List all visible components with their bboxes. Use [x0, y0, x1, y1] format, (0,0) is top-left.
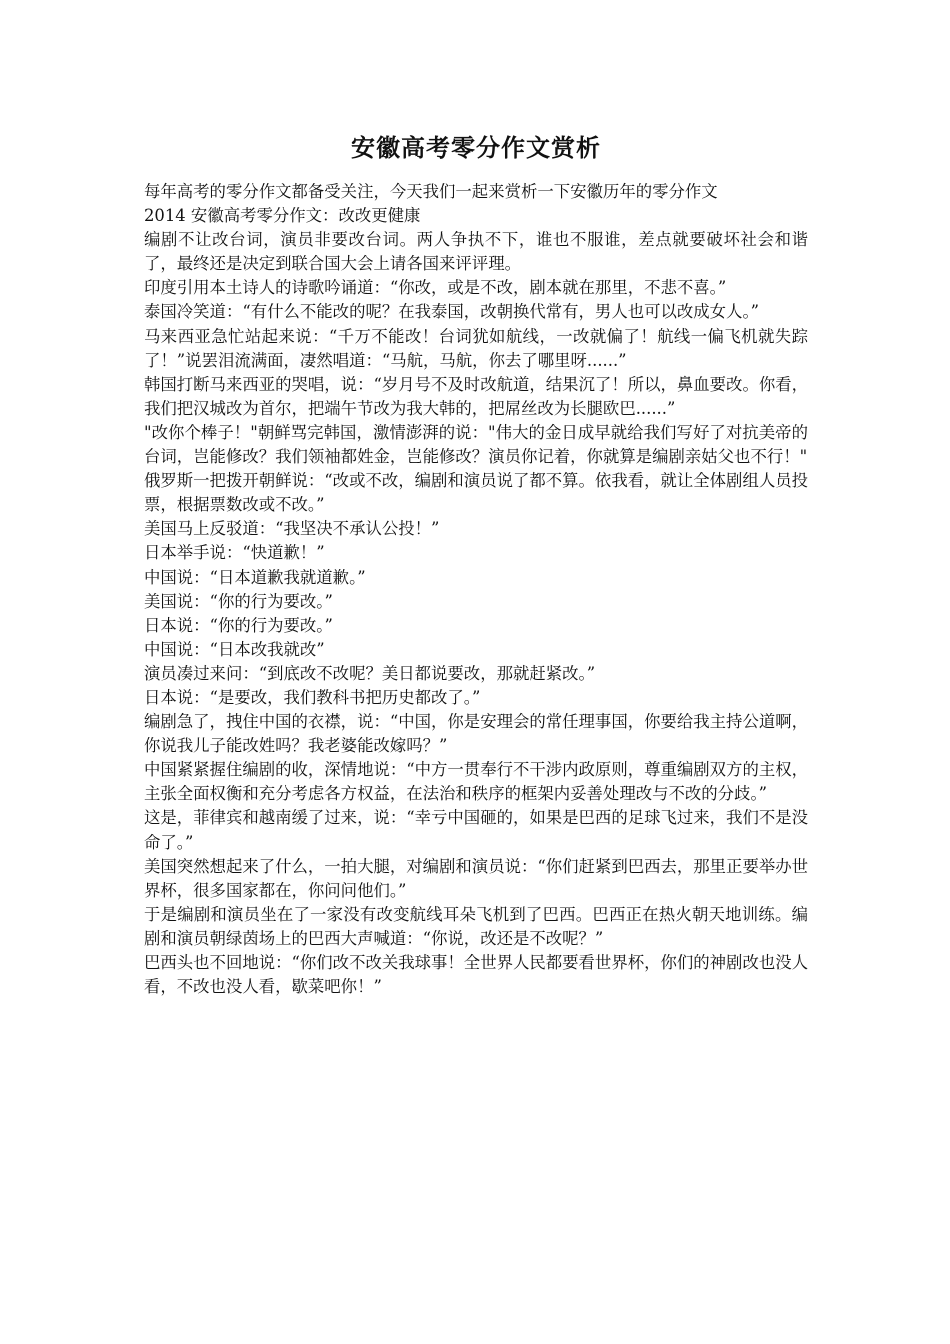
body-paragraph: 韩国打断马来西亚的哭唱，说：“岁月号不及时改航道，结果沉了！所以，鼻血要改。你看，我们把汉城改为首尔，把端午节改为我大韩的，把屌丝改为长腿欧巴......”	[144, 374, 809, 418]
body-paragraph: 每年高考的零分作文都备受关注，今天我们一起来赏析一下安徽历年的零分作文	[144, 182, 718, 201]
body-paragraph: 俄罗斯一把拨开朝鲜说：“改或不改，编剧和演员说了都不算。依我看，就让全体剧组人员投票，根据票数改或不改。”	[144, 471, 809, 515]
body-paragraph: 美国说：“你的行为要改。”	[144, 591, 333, 611]
body-paragraph: 这是，菲律宾和越南缓了过来，说：“幸亏中国砸的，如果是巴西的足球飞过来，我们不是没命了。”	[144, 808, 809, 852]
body-paragraph: 中国说：“日本改我就改”	[144, 639, 325, 659]
body-paragraph: 于是编剧和演员坐在了一家没有改变航线耳朵飞机到了巴西。巴西正在热火朝天地训练。编剧和演员朝绿茵场上的巴西大声喊道：“你说，改还是不改呢？”	[144, 904, 808, 948]
body-paragraph: 2014 安徽高考零分作文：改改更健康	[144, 206, 421, 226]
body-paragraph: "改你个棒子！"朝鲜骂完韩国，激情澎湃的说："伟大的金日成早就给我们写好了对抗美帝的台词，岂能修改？我们领袖都姓金，岂能修改？演员你记着，你就算是编剧亲姑父也不行！"	[144, 422, 808, 467]
document-page	[144, 130, 808, 999]
body-paragraph: 编剧急了，拽住中国的衣襟，说：“中国，你是安理会的常任理事国，你要给我主持公道啊，你说我儿子能改姓吗？我老婆能改嫁吗？”	[144, 712, 809, 756]
body-paragraph: 编剧不让改台词，演员非要改台词。两人争执不下，谁也不服谁，差点就要破坏社会和谐了，最终还是决定到联合国大会上请各国来评评理。	[144, 230, 808, 274]
body-paragraph: 日本说：“你的行为要改。”	[144, 615, 333, 635]
body-paragraph: 中国紧紧握住编剧的收，深情地说：“中方一贯奉行不干涉内政原则，尊重编剧双方的主权，主张全面权衡和充分考虑各方权益，在法治和秩序的框架内妥善处理改与不改的分歧。”	[144, 760, 809, 804]
body-paragraph: 演员凑过来问：“到底改不改呢？美日都说要改，那就赶紧改。”	[144, 663, 596, 683]
body-paragraph: 中国说：“日本道歉我就道歉。”	[144, 567, 366, 587]
body-paragraph: 印度引用本土诗人的诗歌吟诵道：“你改，或是不改，剧本就在那里，不悲不喜。”	[144, 278, 727, 298]
body-paragraph: 日本举手说：“快道歉！”	[144, 543, 325, 563]
body-paragraph: 美国突然想起来了什么，一拍大腿，对编剧和演员说：“你们赶紧到巴西去，那里正要举办世界杯，很多国家都在，你问问他们。”	[144, 856, 809, 900]
body-paragraph: 日本说：“是要改，我们教科书把历史都改了。”	[144, 687, 481, 707]
body-paragraph: 马来西亚急忙站起来说：“千万不能改！台词犹如航线，一改就偏了！航线一偏飞机就失踪了！”说罢泪流满面，凄然唱道：“马航，马航，你去了哪里呀......”	[144, 326, 808, 370]
document-title: 安徽高考零分作文赏析	[351, 133, 601, 162]
body-paragraph: 美国马上反驳道：“我坚决不承认公投！”	[144, 519, 440, 539]
body-paragraph: 巴西头也不回地说：“你们改不改关我球事！全世界人民都要看世界杯，你们的神剧改也没人看，不改也没人看，歇菜吧你！”	[144, 953, 809, 997]
document-body	[144, 180, 808, 999]
body-paragraph: 泰国冷笑道：“有什么不能改的呢？在我泰国，改朝换代常有，男人也可以改成女人。”	[144, 302, 760, 322]
